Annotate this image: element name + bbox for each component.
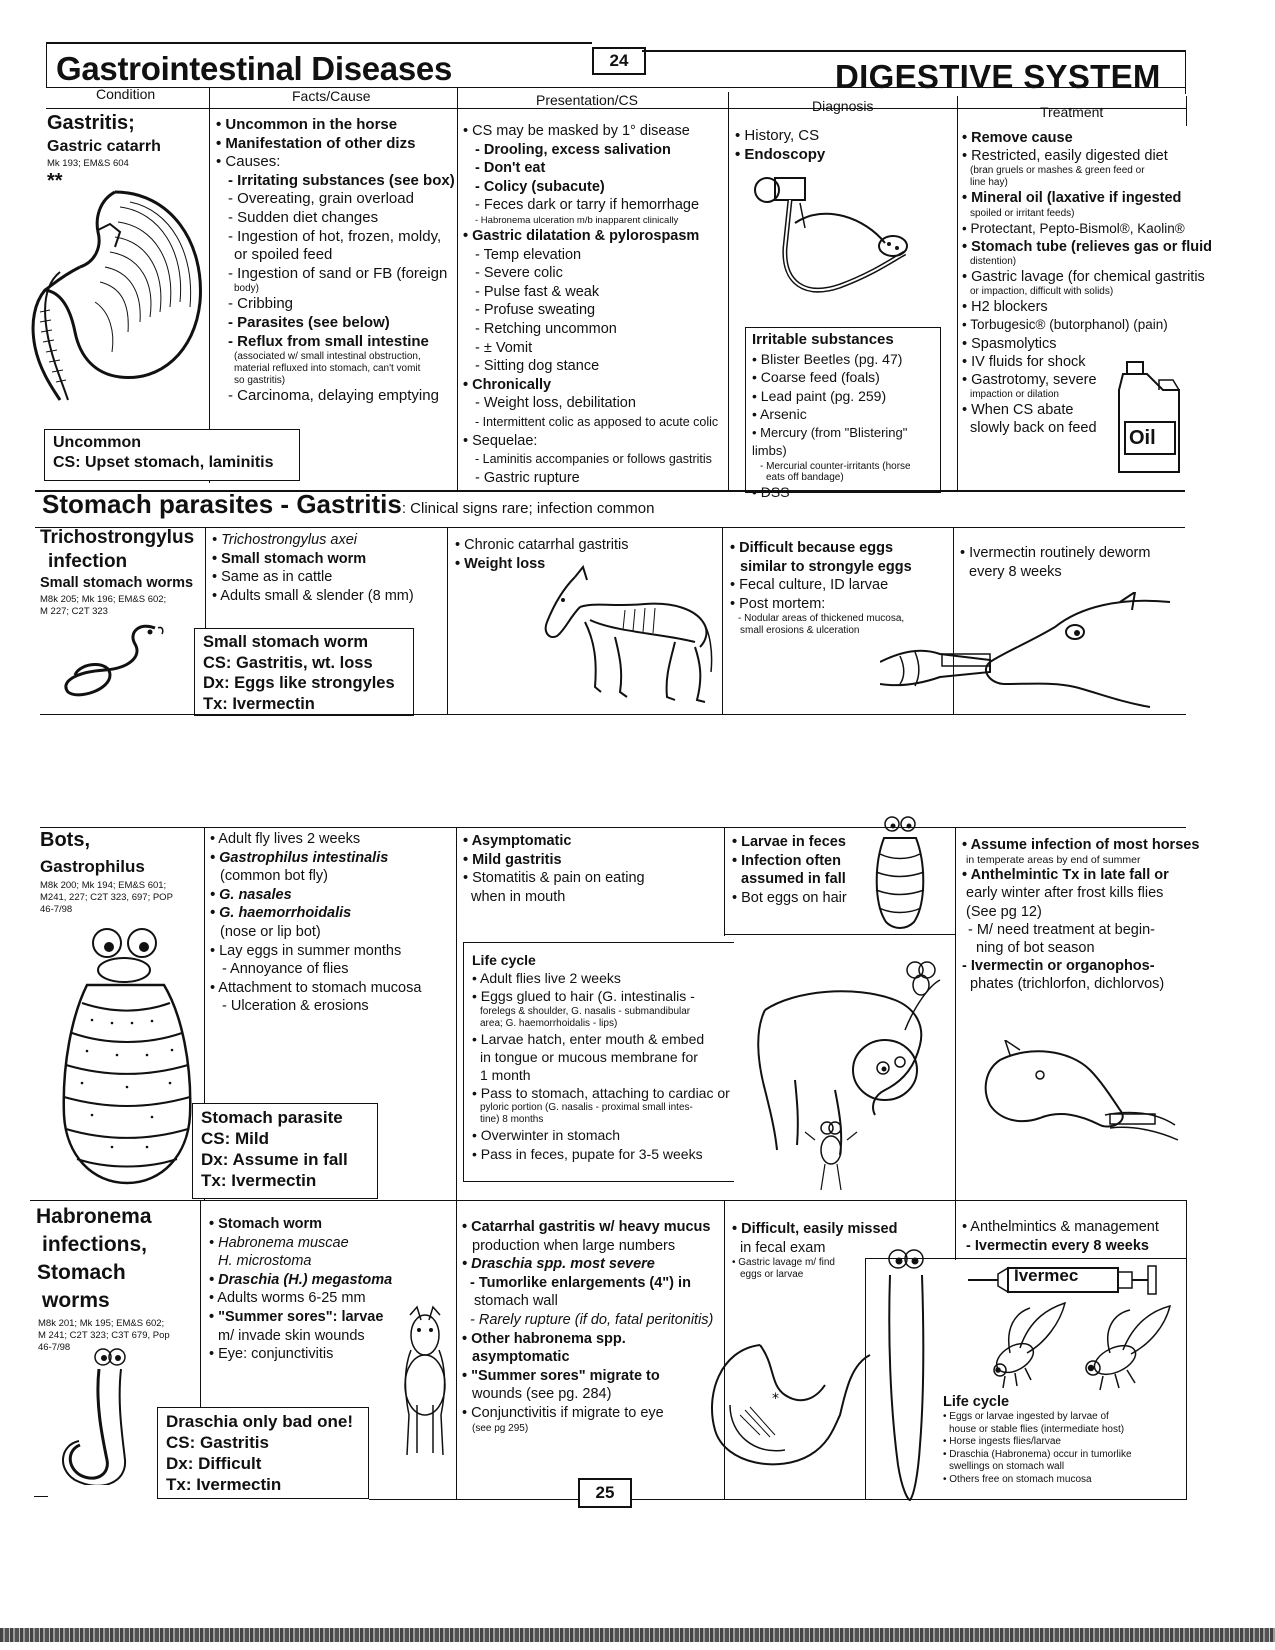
irritable-item: - Mercurial counter-irritants (horse	[760, 460, 911, 472]
habronema-fact: • Stomach worm	[209, 1216, 323, 1232]
tricho-dx: • Difficult because eggs	[730, 540, 894, 556]
tricho-refs-2: M 227; C2T 323	[40, 606, 108, 617]
habronema-cs: - Rarely rupture (if do, fatal peritonitis)	[470, 1311, 714, 1328]
horse-treatment-illustration	[960, 1040, 1182, 1150]
bots-facts	[210, 830, 455, 1016]
gastritis-dx: • History, CS	[735, 127, 820, 144]
irritable-title: Irritable substances	[752, 331, 894, 348]
tricho-cs: • Chronic catarrhal gastritis	[455, 537, 629, 553]
habronema-life-item: swellings on stomach wall	[949, 1461, 1065, 1473]
gastritis-stars: **	[47, 170, 63, 192]
tricho-dx: • Post mortem:	[730, 595, 826, 612]
habronema-life-cycle	[943, 1393, 1183, 1487]
gastritis-tx: • Gastric lavage (for chemical gastritis	[962, 269, 1205, 286]
gastritis-fact: - Sudden diet changes	[228, 208, 379, 226]
bots-tx: • Anthelmintic Tx in late fall or	[962, 867, 1169, 884]
tricho-dx: similar to strongyle eggs	[740, 558, 912, 575]
gastritis-tx: • Gastrotomy, severe	[962, 372, 1097, 389]
gastritis-fact: or spoiled feed	[234, 246, 333, 264]
tricho-fact: • Adults small & slender (8 mm)	[212, 587, 414, 604]
habronema-dx: in fecal exam	[740, 1239, 826, 1256]
gastritis-tx: • Protectant, Pepto-Bismol®, Kaolin®	[962, 220, 1185, 236]
habronema-fact: • Eye: conjunctivitis	[209, 1346, 334, 1363]
flies-illustration	[985, 1298, 1175, 1393]
tricho-tx: • Ivermectin routinely deworm	[960, 545, 1151, 561]
habronema-cs: • Conjunctivitis if migrate to eye	[462, 1404, 664, 1421]
habronema-tx: • Anthelmintics & management	[962, 1219, 1159, 1235]
gastritis-fact: so gastritis)	[234, 375, 286, 387]
bot-larva-small-illustration	[872, 814, 928, 932]
bots-tx: phates (trichlorfon, dichlorvos)	[970, 976, 1165, 993]
tricho-dx: - Nodular areas of thickened mucosa,	[738, 613, 905, 625]
gastritis-fact: - Carcinoma, delaying emptying	[228, 387, 439, 405]
bots-summary-line: Dx: Assume in fall	[201, 1150, 348, 1169]
bots-fact: • Lay eggs in summer months	[210, 942, 402, 959]
habronema-cs: asymptomatic	[472, 1349, 570, 1366]
gastritis-cs: • Gastric dilatation & pylorospasm	[463, 227, 700, 244]
tricho-dx: • Fecal culture, ID larvae	[730, 577, 889, 594]
gastritis-cs: • CS may be masked by 1° disease	[463, 123, 690, 139]
tricho-cs: • Weight loss	[455, 555, 546, 572]
column-header-presentation: Presentation/CS	[536, 92, 638, 108]
top-page-number: 24	[592, 47, 646, 75]
gastritis-summary-line: CS: Upset stomach, laminitis	[53, 454, 274, 471]
gastritis-fact: - Ingestion of hot, frozen, moldy,	[228, 227, 442, 245]
habronema-refs: M8k 201; Mk 195; EM&S 602;	[38, 1318, 165, 1329]
bottom-scan-edge	[0, 1628, 1275, 1642]
bots-tx: early winter after frost kills flies	[966, 885, 1164, 902]
bots-dx: • Bot eggs on hair	[732, 889, 847, 906]
gastritis-tx: • When CS abate	[962, 402, 1074, 419]
bots-tx: • Assume infection of most horses	[962, 837, 1200, 853]
gastritis-fact: material refluxed into stomach, can't vomit	[234, 363, 421, 375]
gastritis-summary-line: Uncommon	[53, 434, 141, 451]
bots-summary-line: CS: Mild	[201, 1129, 269, 1148]
habronema-life-item: • Horse ingests flies/larvae	[943, 1436, 1061, 1448]
habronema-title-4: worms	[42, 1289, 110, 1312]
habronema-title: Habronema	[36, 1205, 152, 1228]
bots-tx: - M/ need treatment at begin-	[968, 921, 1155, 938]
stomach-parasites-heading	[42, 489, 654, 520]
column-header-facts: Facts/Cause	[292, 88, 371, 104]
bots-summary-line: Tx: Ivermectin	[201, 1171, 317, 1190]
gastritis-fact: - Ingestion of sand or FB (foreign	[228, 264, 448, 282]
column-header-diagnosis: Diagnosis	[812, 98, 874, 114]
bots-summary-line: Stomach parasite	[201, 1108, 343, 1127]
gastritis-cs: - Drooling, excess salivation	[475, 141, 671, 158]
gastritis-fact: - Irritating substances (see box)	[228, 171, 455, 189]
bots-life-item: • Overwinter in stomach	[472, 1127, 621, 1144]
bots-life-item: • Adult flies live 2 weeks	[472, 970, 621, 987]
gastritis-tx: spoiled or irritant feeds)	[970, 207, 1075, 219]
bots-refs-3: 46-7/98	[40, 904, 73, 915]
habronema-summary-box	[157, 1407, 369, 1499]
gastritis-cs: - Sitting dog stance	[475, 358, 600, 375]
thin-horse-illustration	[535, 562, 720, 712]
gastritis-summary-box	[44, 429, 300, 481]
gastritis-tx: • Restricted, easily digested diet	[962, 148, 1168, 165]
habronema-tx: - Ivermectin every 8 weeks	[966, 1237, 1149, 1254]
small-worm-illustration	[50, 620, 180, 700]
bots-cs: • Stomatitis & pain on eating	[463, 870, 645, 887]
tricho-summary-line: CS: Gastritis, wt. loss	[203, 653, 373, 672]
bots-subtitle: Gastrophilus	[40, 857, 145, 876]
irritable-item: • DSS	[752, 483, 790, 500]
bots-life-item: area; G. haemorrhoidalis - lips)	[480, 1017, 618, 1029]
gastritis-cs: - Feces dark or tarry if hemorrhage	[475, 197, 700, 214]
bots-tx: ning of bot season	[976, 940, 1095, 957]
standing-horse-illustration	[395, 1305, 455, 1460]
bots-fact: • Gastrophilus intestinalis	[210, 849, 389, 866]
gastritis-cs: - Severe colic	[475, 265, 563, 282]
gastritis-refs: Mk 193; EM&S 604	[47, 158, 129, 169]
stomach-parasites-title: Stomach parasites - Gastritis	[42, 489, 402, 519]
bots-fact: - Annoyance of flies	[222, 961, 349, 978]
gastritis-fact: - Overeating, grain overload	[228, 190, 414, 208]
bots-fact: • Adult fly lives 2 weeks	[210, 831, 361, 847]
gastritis-cs: - Pulse fast & weak	[475, 283, 600, 300]
habronema-refs-2: M 241; C2T 323; C3T 679, Pop	[38, 1330, 170, 1341]
bots-life-item: forelegs & shoulder, G. nasalis - submandibular	[480, 1005, 691, 1017]
gastritis-tx: (bran gruels or mashes & green feed or	[970, 165, 1145, 177]
gastritis-diagnosis	[735, 127, 955, 164]
gastritis-subtitle: Gastric catarrh	[47, 138, 161, 155]
habronema-cs: (see pg 295)	[472, 1422, 529, 1434]
habronema-life-item: • Eggs or larvae ingested by larvae of	[943, 1411, 1109, 1422]
habronema-treatment	[962, 1218, 1184, 1255]
horse-with-fly-illustration	[735, 950, 950, 1195]
gastritis-fact: - Reflux from small intestine	[228, 332, 429, 350]
tricho-subtitle: Small stomach worms	[40, 575, 194, 591]
gastritis-cs: - Don't eat	[475, 160, 546, 177]
irritable-item: • Coarse feed (foals)	[752, 369, 880, 385]
bots-presentation	[463, 832, 723, 906]
gastritis-tx: distention)	[970, 256, 1017, 268]
bots-summary-box	[192, 1103, 378, 1199]
bots-life-item: in tongue or mucous membrane for	[480, 1048, 698, 1065]
tricho-fact: • Same as in cattle	[212, 569, 333, 585]
gastritis-tx: line hay)	[970, 177, 1008, 189]
gastritis-tx: or impaction, difficult with solids)	[970, 286, 1114, 298]
oil-jug-illustration	[1113, 360, 1185, 478]
tricho-fact: • Small stomach worm	[212, 550, 367, 567]
gastritis-tx: • Torbugesic® (butorphanol) (pain)	[962, 317, 1168, 333]
gastritis-fact: • Causes:	[216, 153, 281, 171]
tricho-treatment	[960, 544, 1182, 581]
habronema-cs: • Other habronema spp.	[462, 1330, 626, 1347]
tricho-summary-line: Small stomach worm	[203, 633, 369, 651]
tricho-dx: small erosions & ulceration	[740, 625, 860, 637]
habronema-cs: production when large numbers	[472, 1237, 676, 1254]
gastritis-tx: • Spasmolytics	[962, 335, 1057, 352]
tricho-summary-line: Tx: Ivermectin	[203, 694, 315, 713]
gastritis-tx: • IV fluids for shock	[962, 353, 1086, 370]
gastritis-cs: - Retching uncommon	[475, 320, 617, 337]
bots-life-item: tine) 8 months	[480, 1114, 544, 1126]
habronema-fact: • Habronema muscae	[209, 1234, 349, 1251]
habronema-fact: • Adults worms 6-25 mm	[209, 1290, 366, 1307]
bots-life-item: 1 month	[480, 1067, 531, 1084]
bots-fact: (common bot fly)	[220, 868, 328, 885]
habronema-life-item: • Others free on stomach mucosa	[943, 1473, 1092, 1485]
gastritis-cs: - Colicy (subacute)	[475, 178, 605, 195]
column-header-condition: Condition	[96, 86, 156, 102]
habronema-cs: wounds (see pg. 284)	[472, 1386, 612, 1403]
gastritis-tx: • Mineral oil (laxative if ingested	[962, 190, 1182, 207]
gastritis-fact: (associated w/ small intestinal obstruction,	[234, 351, 421, 363]
stomach-illustration	[20, 172, 210, 402]
gastritis-dx: • Endoscopy	[735, 145, 826, 163]
stomach-section-illustration	[700, 1325, 875, 1475]
habronema-life-item: • Draschia (Habronema) occur in tumorlike	[943, 1448, 1132, 1460]
header-right-title: DIGESTIVE SYSTEM	[835, 58, 1161, 95]
habronema-summary-line: Draschia only bad one!	[166, 1412, 354, 1431]
habronema-summary-line: Tx: Ivermectin	[166, 1475, 282, 1494]
gastritis-cs: - Weight loss, debilitation	[475, 395, 636, 412]
oil-label: Oil	[1129, 427, 1156, 449]
bots-tx: (See pg 12)	[966, 903, 1042, 920]
tricho-title: Trichostrongylus	[40, 527, 195, 548]
svg-text:*: *	[772, 1391, 779, 1407]
bots-tx: - Ivermectin or organophos-	[962, 958, 1155, 975]
gastritis-fact: - Parasites (see below)	[228, 313, 390, 331]
gastritis-tx: slowly back on feed	[970, 420, 1097, 437]
habronema-cs: • Catarrhal gastritis w/ heavy mucus	[462, 1219, 711, 1235]
habronema-dx: • Gastric lavage m/ find	[732, 1257, 835, 1269]
gastritis-facts	[216, 116, 456, 406]
bots-tx: in temperate areas by end of summer	[966, 854, 1141, 867]
gastritis-cs: - Temp elevation	[475, 246, 582, 263]
bots-life-cycle	[472, 951, 734, 1163]
habronema-summary-line: Dx: Difficult	[166, 1454, 262, 1473]
habronema-fact: H. microstoma	[218, 1253, 312, 1270]
bots-life-item: • Eggs glued to hair (G. intestinalis -	[472, 988, 695, 1005]
header-left-title: Gastrointestinal Diseases	[56, 50, 453, 87]
bots-fact: • G. haemorrhoidalis	[210, 905, 352, 922]
bots-life-item: • Pass to stomach, attaching to cardiac or	[472, 1085, 730, 1102]
tricho-refs: M8k 205; Mk 196; EM&S 602;	[40, 594, 167, 605]
habronema-life-item: house or stable flies (intermediate host)	[949, 1423, 1125, 1435]
bots-cs: when in mouth	[471, 888, 566, 905]
habronema-dx: eggs or larvae	[740, 1269, 804, 1281]
bots-fact: - Ulceration & erosions	[222, 998, 369, 1015]
habronema-cs: - Tumorlike enlargements (4") in	[470, 1274, 691, 1291]
habronema-worm-illustration	[55, 1345, 155, 1485]
irritable-item: • Arsenic	[752, 406, 807, 422]
gastritis-fact: • Manifestation of other dizs	[216, 134, 416, 152]
gastritis-fact: - Cribbing	[228, 295, 294, 313]
bots-fact: • Attachment to stomach mucosa	[210, 979, 422, 996]
habronema-cs: • Draschia spp. most severe	[462, 1256, 655, 1273]
irritable-item: • Mercury (from "Blistering" limbs)	[752, 424, 908, 458]
gastritis-tx: impaction or dilation	[970, 389, 1059, 401]
bots-dx: • Larvae in feces	[732, 834, 846, 850]
bots-fact: (nose or lip bot)	[220, 923, 321, 940]
bots-cs: • Mild gastritis	[463, 851, 562, 868]
habronema-fact: • Draschia (H.) megastoma	[209, 1271, 393, 1288]
bots-life-item: • Pass in feces, pupate for 3-5 weeks	[472, 1145, 703, 1162]
deworming-horse-illustration	[880, 592, 1180, 710]
bots-treatment	[962, 836, 1200, 994]
bots-diagnosis	[732, 833, 877, 907]
gastritis-cs: • Sequelae:	[463, 432, 538, 449]
habronema-cs: stomach wall	[474, 1293, 558, 1310]
bots-refs: M8k 200; Mk 194; EM&S 601;	[40, 880, 167, 891]
irritable-substances-box	[745, 327, 941, 500]
gastritis-tx: • H2 blockers	[962, 299, 1048, 316]
gastritis-cs: - Profuse sweating	[475, 302, 596, 319]
gastritis-cs: • Chronically	[463, 376, 552, 393]
bots-life-item: • Larvae hatch, enter mouth & embed	[472, 1030, 705, 1047]
bottom-page-number: 25	[578, 1478, 632, 1508]
column-header-treatment: Treatment	[1040, 104, 1104, 120]
habronema-refs-3: 46-7/98	[38, 1342, 71, 1353]
bot-larva-illustration	[52, 925, 202, 1190]
gastritis-cs: - Laminitis accompanies or follows gastritis	[475, 452, 712, 467]
gastritis-title: Gastritis;	[47, 112, 135, 134]
bots-life-cycle-title: Life cycle	[472, 952, 536, 968]
gastritis-cs: - Gastric rupture	[475, 469, 580, 486]
bots-dx: • Infection often	[732, 852, 841, 869]
tricho-tx: every 8 weeks	[969, 563, 1062, 580]
bots-title: Bots,	[40, 829, 90, 851]
bots-refs-2: M241, 227; C2T 323, 697; POP	[40, 892, 173, 903]
irritable-item: • Lead paint (pg. 259)	[752, 387, 887, 404]
endoscope-illustration	[745, 168, 920, 308]
habronema-life-cycle-title: Life cycle	[943, 1394, 1010, 1410]
tricho-summary-box	[194, 628, 414, 716]
gastritis-cs: - Habronema ulceration m/b inapparent clinically	[475, 214, 679, 226]
bots-life-item: pyloric portion (G. nasalis - proximal small intes-	[480, 1102, 693, 1114]
habronema-cs: • "Summer sores" migrate to	[462, 1367, 660, 1384]
tricho-summary-line: Dx: Eggs like strongyles	[203, 674, 395, 692]
habronema-dx: • Difficult, easily missed	[732, 1221, 898, 1237]
ivermec-label: Ivermec	[1014, 1266, 1079, 1285]
irritable-item: eats off bandage)	[766, 471, 844, 483]
habronema-title-3: Stomach	[37, 1261, 126, 1284]
stomach-parasites-note: : Clinical signs rare; infection common	[401, 500, 655, 517]
gastritis-cs: - Intermittent colic as apposed to acute colic	[475, 414, 719, 429]
habronema-summary-line: CS: Gastritis	[166, 1433, 269, 1452]
irritable-item: • Blister Beetles (pg. 47)	[752, 350, 903, 367]
gastritis-tx: • Stomach tube (relieves gas or fluid	[962, 238, 1213, 255]
bots-fact: • G. nasales	[210, 886, 292, 903]
gastritis-fact: body)	[234, 283, 260, 295]
tricho-title-2: infection	[48, 551, 128, 572]
gastritis-presentation	[463, 122, 728, 487]
habronema-fact: m/ invade skin wounds	[218, 1327, 365, 1344]
tricho-fact: • Trichostrongylus axei	[212, 532, 358, 548]
gastritis-tx: • Remove cause	[962, 130, 1073, 146]
habronema-presentation	[462, 1218, 724, 1435]
bots-dx: assumed in fall	[741, 871, 846, 888]
tricho-facts	[212, 531, 447, 605]
gastritis-fact: • Uncommon in the horse	[216, 116, 398, 133]
bots-cs: • Asymptomatic	[463, 833, 572, 849]
gastritis-cs: - ± Vomit	[475, 339, 533, 356]
habronema-fact: • "Summer sores": larvae	[209, 1308, 384, 1325]
habronema-title-2: infections,	[42, 1233, 148, 1256]
